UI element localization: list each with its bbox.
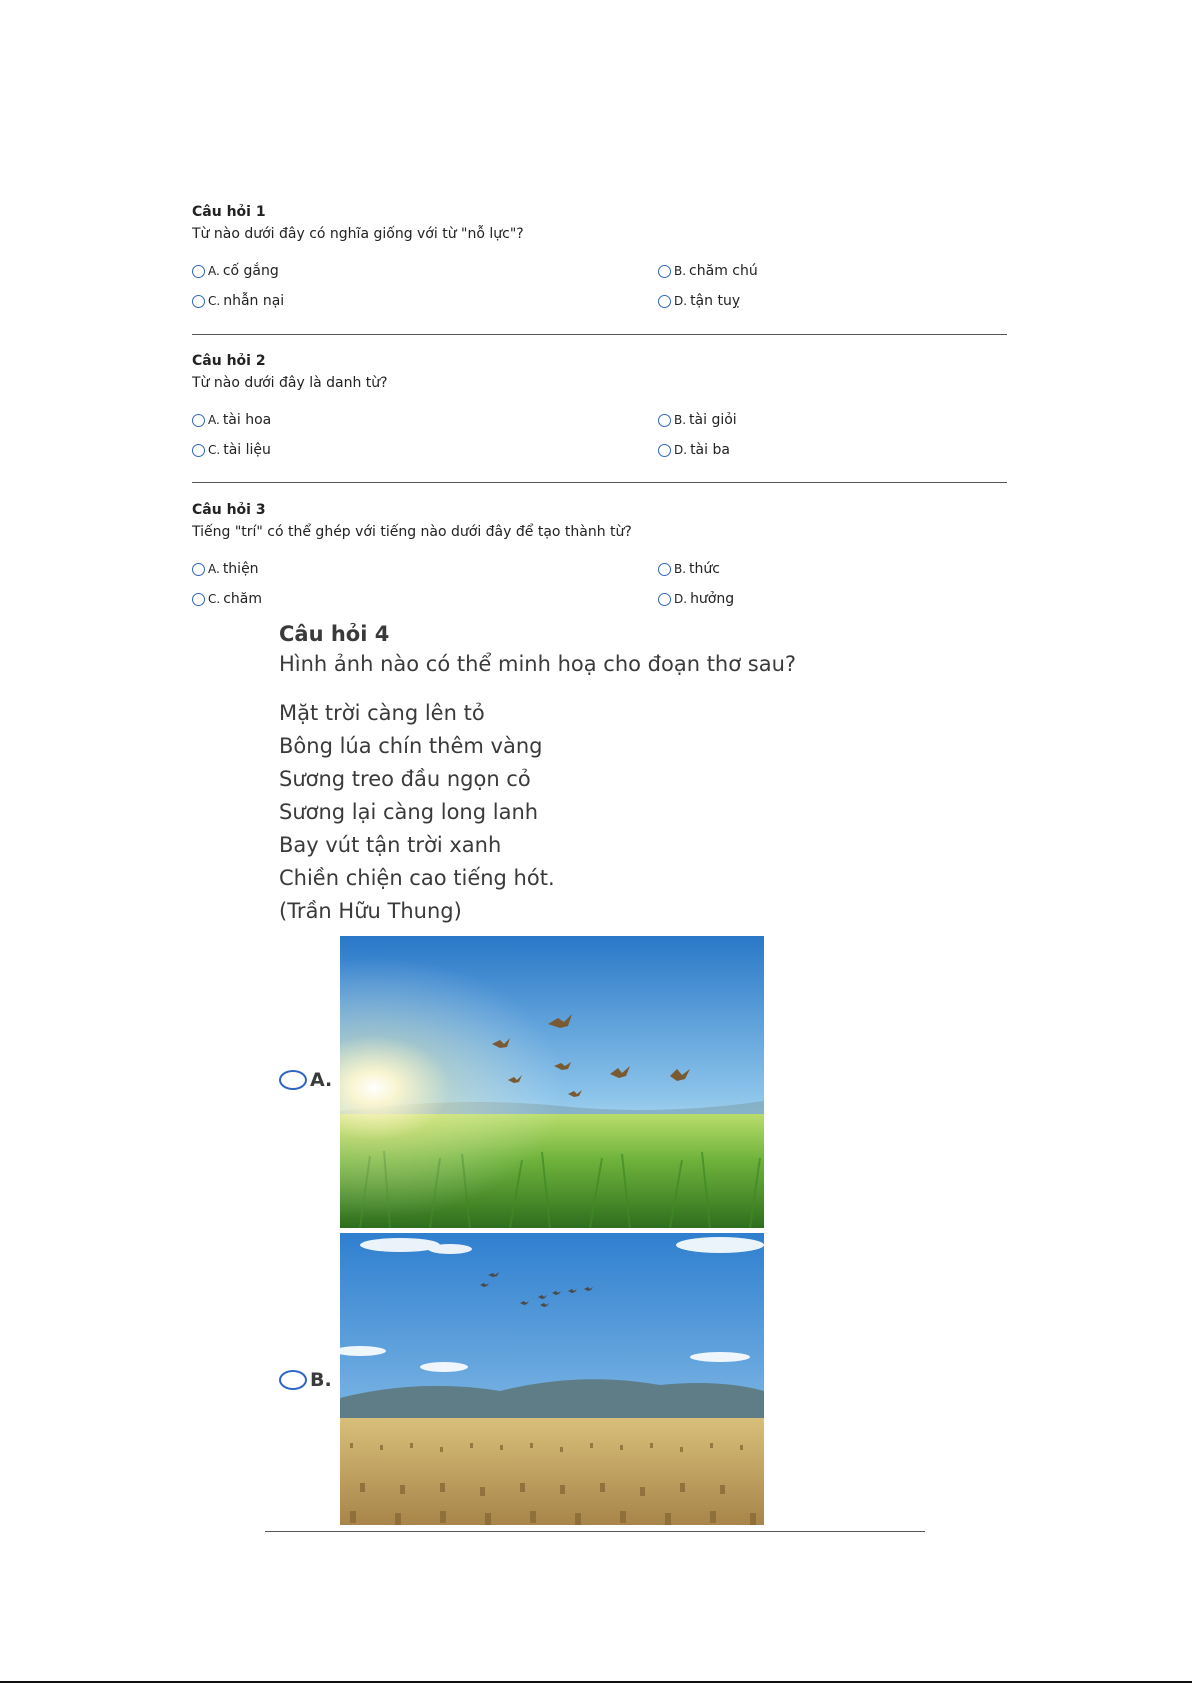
question-text: Từ nào dưới đây có nghĩa giống với từ "nỗ lực"? bbox=[192, 226, 524, 242]
question-text: Tiếng "trí" có thể ghép với tiếng nào dưới đây để tạo thành từ? bbox=[192, 524, 632, 540]
option-letter: D. bbox=[674, 294, 688, 308]
radio-button[interactable] bbox=[192, 593, 205, 606]
image-option-a[interactable] bbox=[279, 1069, 332, 1091]
option-letter: A. bbox=[208, 413, 220, 427]
option-c[interactable] bbox=[192, 289, 284, 313]
divider bbox=[265, 1531, 925, 1532]
option-label: thiện bbox=[222, 561, 259, 577]
image-option-b[interactable] bbox=[279, 1369, 332, 1391]
option-label: chăm chú bbox=[689, 263, 758, 279]
answer-options bbox=[192, 259, 1007, 319]
option-label: chăm bbox=[223, 591, 262, 607]
question-title: Câu hỏi 4 bbox=[279, 622, 390, 646]
poem-line: Sương lại càng long lanh bbox=[279, 800, 539, 824]
radio-button[interactable] bbox=[192, 444, 205, 457]
radio-button[interactable] bbox=[192, 563, 205, 576]
radio-button[interactable] bbox=[658, 593, 671, 606]
option-a[interactable] bbox=[192, 408, 271, 432]
option-letter: A. bbox=[310, 1069, 333, 1091]
option-label: thức bbox=[689, 561, 720, 577]
answer-options bbox=[192, 408, 1007, 468]
radio-button[interactable] bbox=[279, 1070, 307, 1090]
option-label: cố gắng bbox=[222, 263, 279, 279]
poem-line: Sương treo đầu ngọn cỏ bbox=[279, 767, 531, 791]
poem-line: Bay vút tận trời xanh bbox=[279, 833, 502, 857]
rice-field-sunrise-image bbox=[340, 936, 764, 1228]
option-letter: D. bbox=[674, 592, 688, 606]
option-letter: C. bbox=[208, 294, 221, 308]
option-label: hưởng bbox=[690, 591, 735, 607]
option-letter: B. bbox=[674, 562, 687, 576]
option-b[interactable] bbox=[658, 557, 720, 581]
option-letter: B. bbox=[310, 1369, 332, 1391]
question-3 bbox=[192, 499, 1007, 617]
option-letter: D. bbox=[674, 443, 688, 457]
option-d[interactable] bbox=[658, 289, 740, 313]
option-c[interactable] bbox=[192, 587, 262, 611]
radio-button[interactable] bbox=[192, 295, 205, 308]
question-title: Câu hỏi 1 bbox=[192, 204, 266, 220]
page-edge bbox=[0, 1681, 1192, 1683]
divider bbox=[192, 334, 1007, 335]
answer-options bbox=[192, 557, 1007, 617]
option-letter: B. bbox=[674, 264, 687, 278]
radio-button[interactable] bbox=[192, 414, 205, 427]
option-label: tận tuỵ bbox=[690, 293, 741, 309]
option-d[interactable] bbox=[658, 438, 730, 462]
option-b[interactable] bbox=[658, 408, 737, 432]
question-text: Từ nào dưới đây là danh từ? bbox=[192, 375, 388, 391]
option-label: tài liệu bbox=[223, 442, 271, 458]
option-letter: A. bbox=[208, 562, 220, 576]
radio-button[interactable] bbox=[658, 563, 671, 576]
question-4 bbox=[279, 619, 929, 928]
poem bbox=[279, 697, 929, 928]
harvested-field-image bbox=[340, 1233, 764, 1525]
radio-button[interactable] bbox=[658, 295, 671, 308]
poem-line: Bông lúa chín thêm vàng bbox=[279, 734, 543, 758]
option-letter: A. bbox=[208, 264, 220, 278]
divider bbox=[192, 482, 1007, 483]
option-a[interactable] bbox=[192, 259, 279, 283]
question-1 bbox=[192, 201, 1007, 319]
option-letter: C. bbox=[208, 443, 221, 457]
poem-line: Mặt trời càng lên tỏ bbox=[279, 701, 485, 725]
radio-button[interactable] bbox=[658, 265, 671, 278]
question-text: Hình ảnh nào có thể minh hoạ cho đoạn thơ sau? bbox=[279, 652, 797, 676]
option-label: tài hoa bbox=[222, 412, 272, 428]
option-a[interactable] bbox=[192, 557, 259, 581]
option-letter: B. bbox=[674, 413, 687, 427]
option-c[interactable] bbox=[192, 438, 271, 462]
radio-button[interactable] bbox=[192, 265, 205, 278]
option-label: tài giỏi bbox=[689, 412, 737, 428]
option-letter: C. bbox=[208, 592, 221, 606]
question-2 bbox=[192, 350, 1007, 468]
option-b[interactable] bbox=[658, 259, 758, 283]
radio-button[interactable] bbox=[279, 1370, 307, 1390]
poem-author: (Trần Hữu Thung) bbox=[279, 899, 462, 923]
radio-button[interactable] bbox=[658, 414, 671, 427]
option-d[interactable] bbox=[658, 587, 734, 611]
question-title: Câu hỏi 3 bbox=[192, 502, 266, 518]
poem-line: Chiền chiện cao tiếng hót. bbox=[279, 866, 555, 890]
question-title: Câu hỏi 2 bbox=[192, 353, 266, 369]
option-label: tài ba bbox=[690, 442, 730, 458]
radio-button[interactable] bbox=[658, 444, 671, 457]
option-label: nhẫn nại bbox=[223, 293, 285, 309]
